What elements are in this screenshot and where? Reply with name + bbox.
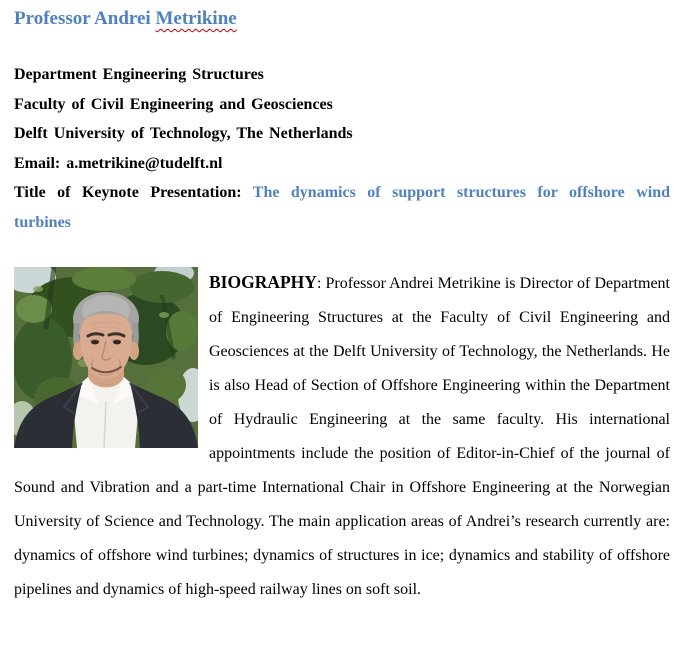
professor-portrait-photo bbox=[14, 267, 198, 448]
keynote-label: Title of Keynote Presentation: bbox=[14, 184, 242, 201]
biography-label: BIOGRAPHY bbox=[209, 272, 317, 292]
keynote-presentation-title: The dynamics of support structures for offshore wind turbines bbox=[14, 184, 670, 231]
faculty-line: Faculty of Civil Engineering and Geosciences bbox=[14, 95, 333, 113]
university-line: Delft University of Technology, The Netherlands bbox=[14, 125, 353, 142]
page-title bbox=[14, 6, 670, 32]
department-line: Department Engineering Structures bbox=[14, 66, 264, 83]
biography-separator: : bbox=[316, 275, 326, 292]
biography-section bbox=[14, 265, 670, 607]
email-line bbox=[14, 149, 670, 179]
biography-body: Professor Andrei Metrikine is Director of Department of Engineering Structures at the Faculty of Civil Engineering and Geosciences at the Delft University of Technology, the Netherlands. He is also Head of Section of Offshore Engineering within the Department of Hydraulic Engineering at the same faculty. His international appointments include the position of Editor-in-Chief of the journal of Sound and Vibration and a part-time International Chair in Offshore Engineering at the Norwegian University of Science and Technology. The main application areas of Andrei’s research currently are: dynamics of offshore wind turbines; dynamics of structures in ice; dynamics and stability of offshore pipelines and dynamics of high-speed railway lines on soft soil. bbox=[14, 275, 670, 598]
professor-name: Professor Andrei bbox=[14, 8, 151, 29]
email-label: Email: bbox=[14, 154, 61, 172]
professor-surname: Metrikine bbox=[155, 8, 237, 29]
email-address: a.metrikine@tudelft.nl bbox=[66, 154, 223, 172]
affiliation-block bbox=[14, 60, 670, 237]
keynote-line bbox=[14, 178, 670, 237]
